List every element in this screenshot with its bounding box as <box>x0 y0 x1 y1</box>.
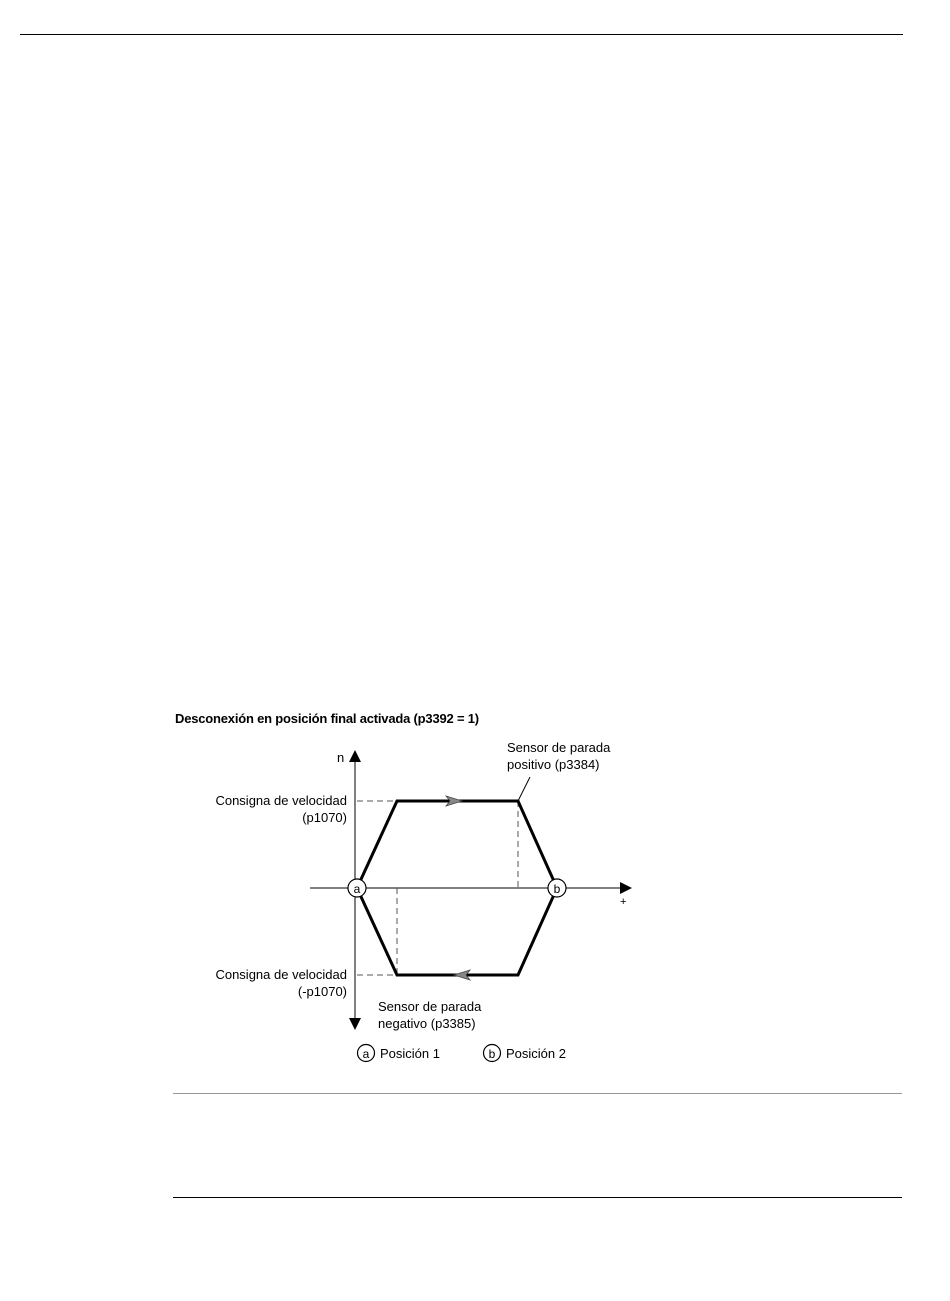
sensor-positive-label-line2: positivo (p3384) <box>507 757 600 772</box>
legend-a-text: Posición 1 <box>380 1046 440 1061</box>
figure-title: Desconexión en posición final activada (p3392 = 1) <box>175 711 479 726</box>
legend-item-b <box>484 1045 566 1062</box>
setpoint-positive-label-line1: Consigna de velocidad <box>215 793 347 808</box>
x-axis-arrowhead <box>620 882 632 894</box>
setpoint-negative-label-line1: Consigna de velocidad <box>215 967 347 982</box>
sensor-positive-leader <box>518 777 530 801</box>
n-axis-label: n <box>337 750 345 765</box>
note-bottom-rule <box>173 1197 902 1198</box>
sensor-positive-label-line1: Sensor de parada <box>507 740 611 755</box>
point-a-marker <box>348 879 366 897</box>
legend-b-text: Posición 2 <box>506 1046 566 1061</box>
sensor-negative-label-line2: negativo (p3385) <box>378 1016 476 1031</box>
legend-a-marker: a <box>362 1047 370 1061</box>
legend-b-marker: b <box>488 1047 496 1061</box>
n-axis-up-arrowhead <box>349 750 361 762</box>
point-b-marker <box>548 879 566 897</box>
n-axis-down-arrowhead <box>349 1018 361 1030</box>
x-axis-plus-label: + <box>620 896 627 908</box>
point-b-letter: b <box>553 882 561 896</box>
setpoint-negative-label-line2: (-p1070) <box>297 984 347 999</box>
sensor-negative-label-line1: Sensor de parada <box>378 999 482 1014</box>
legend-item-a <box>358 1045 440 1062</box>
setpoint-positive-label-line2: (p1070) <box>302 810 347 825</box>
point-a-letter: a <box>353 882 361 896</box>
note-top-rule <box>173 1093 902 1094</box>
